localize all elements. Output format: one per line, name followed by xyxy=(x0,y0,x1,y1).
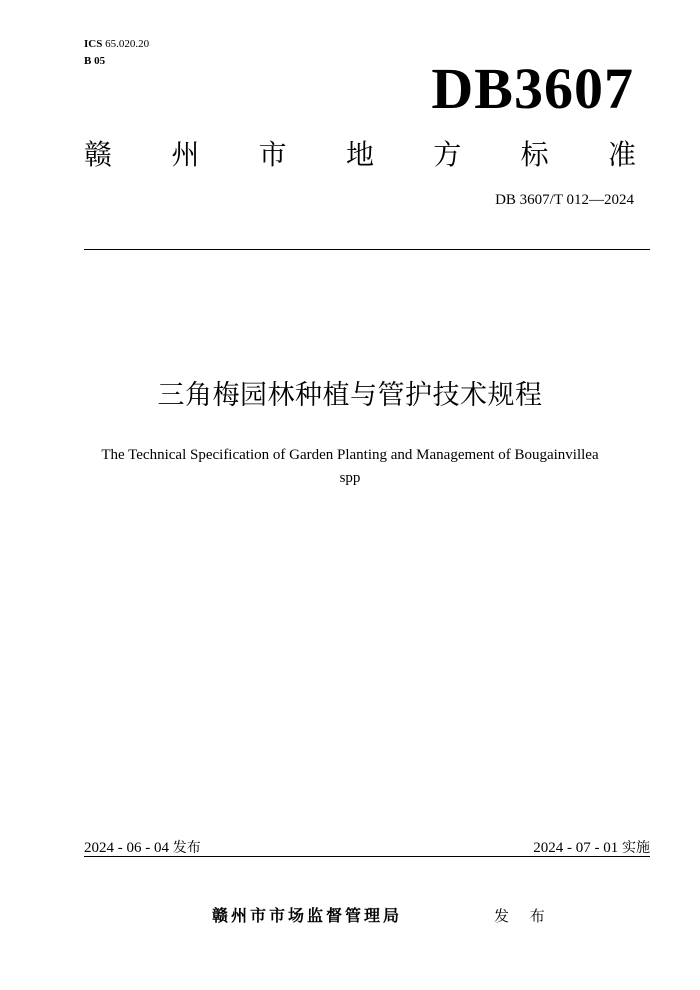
implementation-date-label: 实施 xyxy=(622,840,650,856)
standard-type-char: 准 xyxy=(607,138,636,171)
document-title-chinese: 三角梅园林种植与管护技术规程 xyxy=(157,380,543,411)
standard-type-char: 市 xyxy=(258,138,287,171)
header-divider xyxy=(84,249,650,250)
ics-value: 65.020.20 xyxy=(105,38,150,50)
ics-label: ICS xyxy=(84,38,103,50)
issue-date xyxy=(84,838,201,858)
db-code-heading: DB3607 xyxy=(431,56,634,121)
english-title-line-1: The Technical Specification of Garden Planting and Management of Bougainvillea xyxy=(101,447,599,463)
standard-type-char: 标 xyxy=(520,138,549,171)
implementation-date-value: 2024 - 07 - 01 xyxy=(533,840,619,856)
document-title-english xyxy=(60,444,640,490)
ccs-value: B 05 xyxy=(84,55,106,67)
standard-type-char: 地 xyxy=(345,138,374,171)
issue-date-value: 2024 - 06 - 04 xyxy=(84,840,169,856)
publish-label: 发 布 xyxy=(494,907,553,925)
footer-divider xyxy=(84,856,650,857)
standard-number: DB 3607/T 012—2024 xyxy=(495,192,634,208)
implementation-date xyxy=(533,838,650,858)
ics-code xyxy=(84,37,149,51)
english-title-line-2: spp xyxy=(339,470,361,486)
issuing-authority: 赣州市市场监督管理局 xyxy=(212,906,403,925)
standard-type-char: 州 xyxy=(171,138,200,171)
issue-date-label: 发布 xyxy=(172,840,201,856)
standard-type-char: 方 xyxy=(433,138,462,171)
standard-type xyxy=(84,135,636,175)
standard-type-char: 赣 xyxy=(84,138,113,171)
ccs-code xyxy=(84,54,105,68)
